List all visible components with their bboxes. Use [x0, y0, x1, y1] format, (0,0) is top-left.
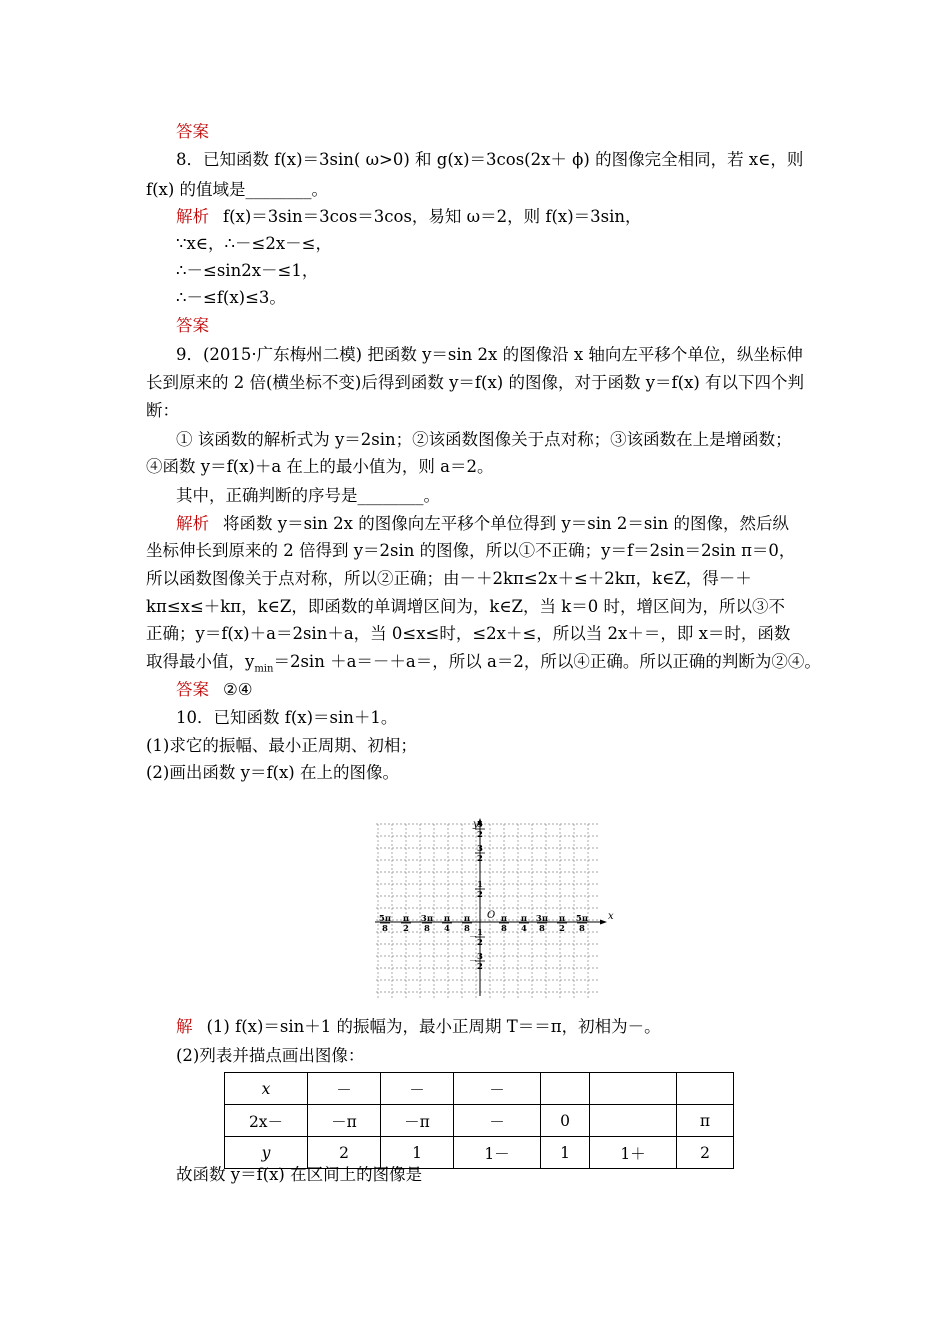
y-tick-label	[475, 844, 485, 864]
tick-numerator: 1	[477, 928, 483, 938]
q8-stem-line2: f(x) 的值域是________。	[146, 180, 329, 199]
q10-solution-label: 解	[176, 1017, 193, 1036]
x-tick-label	[421, 914, 433, 934]
q10-stem: 10．已知函数 f(x)＝sin＋1。	[176, 708, 398, 727]
coordinate-grid-figure	[370, 818, 620, 1000]
table-cell: －π	[381, 1105, 454, 1137]
q7-answer-label: 答案	[176, 122, 209, 141]
q10-solution	[176, 1017, 661, 1037]
table-cell: 1	[541, 1137, 590, 1169]
table-cell: －π	[308, 1105, 381, 1137]
tick-denominator: 2	[403, 924, 409, 934]
tick-numerator: 5	[477, 820, 483, 830]
q10-table-intro: (2)列表并描点画出图像：	[176, 1046, 365, 1065]
table-cell: 2x－	[225, 1105, 308, 1137]
table-cell: 1	[381, 1137, 454, 1169]
x-tick-label	[499, 914, 509, 934]
table-cell: x	[225, 1073, 308, 1105]
tick-numerator: 3	[477, 952, 483, 962]
q9-question: 其中，正确判断的序号是________。	[176, 486, 440, 505]
table-cell: －	[454, 1105, 541, 1137]
table-cell: －	[308, 1073, 381, 1105]
tick-numerator: 1	[477, 880, 483, 890]
value-table	[224, 1072, 734, 1169]
tick-numerator: 3	[477, 844, 483, 854]
tick-sign: －	[469, 956, 477, 965]
q9-analysis-line1	[176, 514, 789, 534]
q8-stem-line1: 8．已知函数 f(x)＝3sin( ω>0) 和 g(x)＝3cos(2x＋ ϕ) 的图像完全相同，若 x∈，则	[176, 150, 804, 169]
tick-denominator: 2	[477, 890, 483, 900]
x-tick-label	[379, 914, 391, 934]
q9-analysis-text6-post: ＝2sin ＋a＝－＋a＝，所以 a＝2，所以④正确。所以正确的判断为②④。	[273, 652, 821, 671]
q9-analysis-line6	[146, 652, 821, 679]
table-cell	[590, 1105, 677, 1137]
table-cell: 1＋	[590, 1137, 677, 1169]
q8-step2: ∴－≤sin2x－≤1，	[176, 261, 319, 280]
y-tick-label	[475, 820, 485, 840]
table-row	[225, 1073, 734, 1105]
tick-denominator: 8	[579, 924, 585, 934]
x-tick-label	[557, 914, 567, 934]
origin-label: O	[487, 910, 496, 921]
x-tick-label	[442, 914, 452, 934]
q8-step1: ∵x∈，∴－≤2x－≤，	[176, 234, 332, 253]
q9-stem-line1: 9．(2015·广东梅州二模) 把函数 y＝sin 2x 的图像沿 x 轴向左平移个单位，纵坐标伸	[176, 345, 803, 364]
q9-analysis-label: 解析	[176, 514, 209, 533]
tick-numerator: 3π	[420, 914, 434, 924]
table-cell: 2	[308, 1137, 381, 1169]
x-tick-label	[462, 914, 472, 934]
table-cell: －	[454, 1073, 541, 1105]
q10-solution-text: (1) f(x)＝sin＋1 的振幅为，最小正周期 T＝＝π，初相为－。	[206, 1017, 661, 1036]
q9-analysis-text1: 将函数 y＝sin 2x 的图像向左平移个单位得到 y＝sin 2＝sin 的图像，然后纵	[223, 514, 790, 533]
table-cell: 2	[677, 1137, 734, 1169]
tick-denominator: 2	[559, 924, 565, 934]
q10-closing: 故函数 y＝f(x) 在区间上的图像是	[176, 1165, 423, 1184]
q9-analysis-line4: kπ≤x≤＋kπ，k∈Z，即函数的单调增区间为，k∈Z，当 k＝0 时，增区间为，所以③不	[146, 597, 785, 616]
q8-answer-label: 答案	[176, 316, 209, 335]
y-axis-label: y	[473, 819, 479, 830]
q10-part1: (1)求它的振幅、最小正周期、初相；	[146, 736, 417, 755]
tick-numerator: π	[402, 914, 410, 924]
tick-sign: －	[469, 932, 477, 941]
tick-numerator: 5π	[378, 914, 392, 924]
tick-numerator: π	[500, 914, 508, 924]
tick-denominator: 2	[477, 830, 483, 840]
tick-numerator: 3π	[535, 914, 549, 924]
tick-numerator: 5π	[575, 914, 589, 924]
table-cell: －	[381, 1073, 454, 1105]
q9-stem-line2: 长到原来的 2 倍(横坐标不变)后得到函数 y＝f(x) 的图像，对于函数 y＝f(x) 有以下四个判	[146, 373, 805, 392]
tick-numerator: π	[520, 914, 528, 924]
q8-analysis-label: 解析	[176, 207, 209, 226]
q9-answer	[176, 680, 253, 700]
tick-denominator: 2	[477, 938, 483, 948]
table-cell: π	[677, 1105, 734, 1137]
q9-analysis-text6-pre: 取得最小值，y	[146, 652, 255, 671]
table-cell	[590, 1073, 677, 1105]
table-cell: y	[225, 1137, 308, 1169]
table-cell	[677, 1073, 734, 1105]
q9-ymin-subscript: min	[254, 663, 274, 675]
tick-denominator: 4	[444, 924, 450, 934]
table-cell	[541, 1073, 590, 1105]
tick-denominator: 8	[539, 924, 545, 934]
y-tick-label	[469, 952, 485, 972]
q9-analysis-line5: 正确；y＝f(x)＋a＝2sin＋a，当 0≤x≤时，≤2x＋≤，所以当 2x＋＝，即 x＝时，函数	[146, 624, 791, 643]
q10-part2: (2)画出函数 y＝f(x) 在上的图像。	[146, 763, 399, 782]
tick-denominator: 8	[501, 924, 507, 934]
table-row	[225, 1137, 734, 1169]
x-tick-label	[401, 914, 411, 934]
q8-analysis-text: f(x)＝3sin＝3cos＝3cos，易知 ω＝2，则 f(x)＝3sin，	[223, 207, 642, 226]
tick-denominator: 2	[477, 962, 483, 972]
q9-options-line1: ① 该函数的解析式为 y＝2sin；②该函数图像关于点对称；③该函数在上是增函数；	[176, 430, 792, 449]
q9-analysis-line2: 坐标伸长到原来的 2 倍得到 y＝2sin 的图像，所以①不正确；y＝f＝2sin＝2sin π＝0，	[146, 541, 796, 560]
x-tick-label	[576, 914, 588, 934]
tick-numerator: π	[558, 914, 566, 924]
y-tick-label	[469, 928, 485, 948]
table-cell: 0	[541, 1105, 590, 1137]
q9-answer-label: 答案	[176, 680, 209, 699]
y-tick-label	[475, 880, 485, 900]
x-tick-label	[519, 914, 529, 934]
table-cell: 1－	[454, 1137, 541, 1169]
q8-step3: ∴－≤f(x)≤3。	[176, 288, 286, 307]
q8-analysis	[176, 207, 642, 227]
tick-denominator: 2	[477, 854, 483, 864]
q9-stem-line3: 断：	[146, 401, 179, 420]
tick-denominator: 8	[464, 924, 470, 934]
q9-analysis-line3: 所以函数图像关于点对称，所以②正确；由－＋2kπ≤2x＋≤＋2kπ，k∈Z，得－＋	[146, 569, 752, 588]
q9-options-line2: ④函数 y＝f(x)＋a 在上的最小值为，则 a＝2。	[146, 457, 494, 476]
table-row	[225, 1105, 734, 1137]
tick-denominator: 4	[521, 924, 527, 934]
tick-numerator: π	[463, 914, 471, 924]
tick-denominator: 8	[424, 924, 430, 934]
q9-answer-value: ②④	[223, 680, 253, 699]
tick-denominator: 8	[382, 924, 388, 934]
x-axis-arrow-icon	[600, 920, 607, 925]
tick-numerator: π	[443, 914, 451, 924]
x-axis-label: x	[608, 911, 614, 922]
